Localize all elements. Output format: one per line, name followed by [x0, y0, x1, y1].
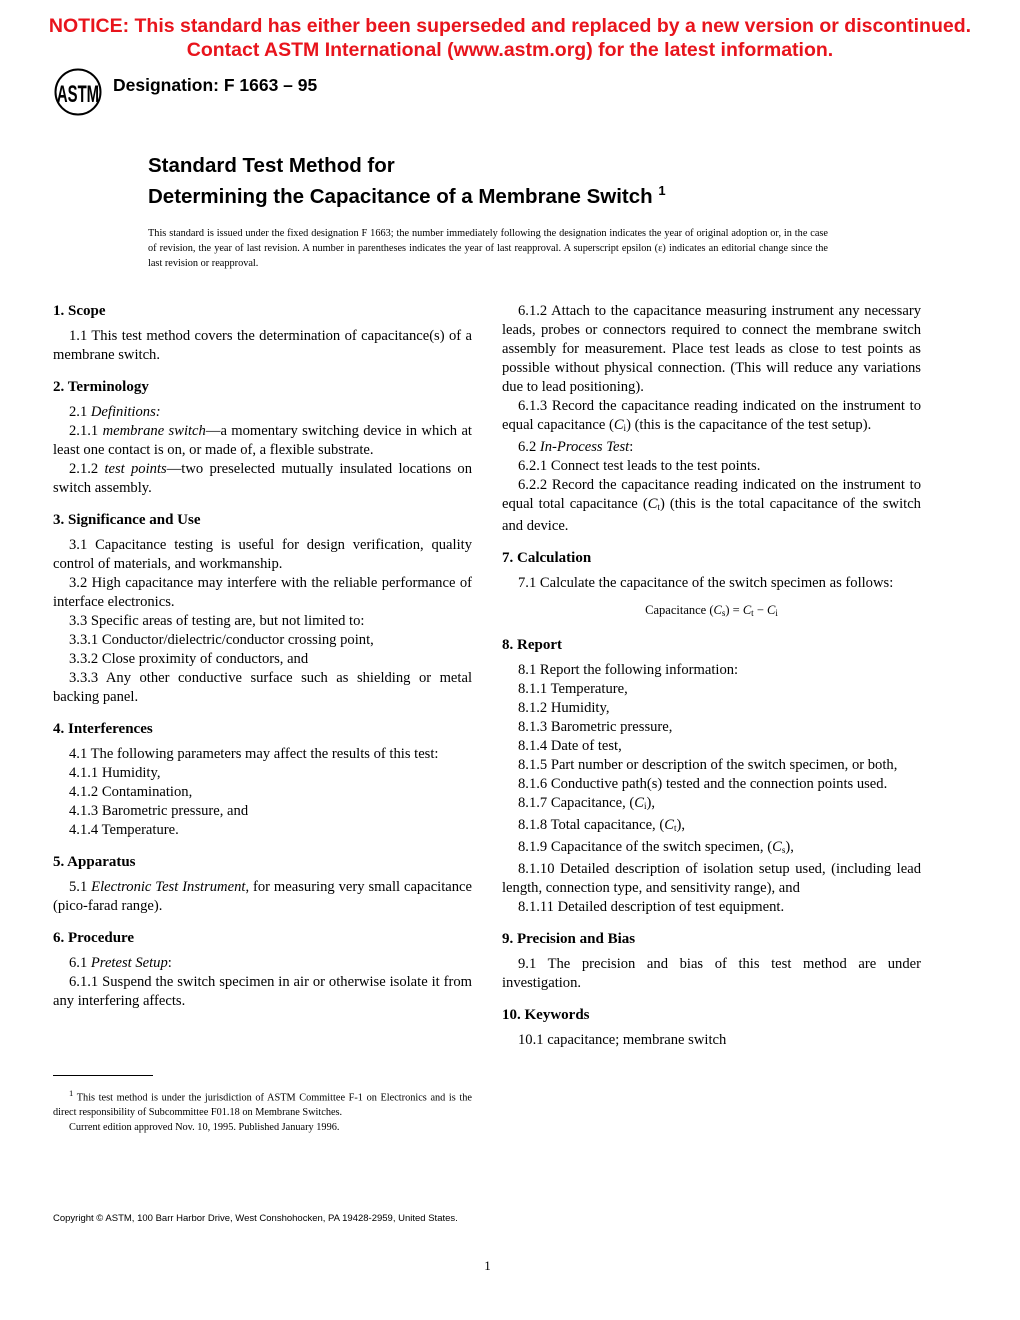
section-heading: 3. Significance and Use — [53, 512, 201, 528]
paragraph — [502, 898, 921, 917]
italic-text: C — [634, 795, 645, 811]
paragraph — [53, 327, 472, 365]
text-run: 4.1.3 Barometric pressure, and — [69, 803, 249, 819]
left-column — [53, 302, 472, 1011]
italic-text: In-Process Test — [539, 439, 630, 455]
section-heading: 6. Procedure — [53, 930, 135, 946]
text-run: 3.3.3 Any other conductive surface such as shielding or metal backing panel. — [53, 670, 472, 705]
text-run: 8.1.8 Total capacitance, ( — [518, 817, 665, 833]
equation — [502, 601, 921, 623]
paragraph — [53, 973, 472, 1011]
italic-text: C — [767, 603, 776, 617]
text-run: 3.2 High capacitance may interfere with the reliable performance of interface electronics. — [53, 575, 472, 610]
text-run: 8.1.5 Part number or description of the switch specimen, or both, — [518, 757, 898, 773]
subscript: i — [775, 608, 778, 618]
paragraph — [53, 631, 472, 650]
text-run: 7.1 Calculate the capacitance of the switch specimen as follows: — [518, 575, 894, 591]
paragraph — [502, 860, 921, 898]
right-column — [502, 302, 921, 1050]
designation: Designation: F 1663 – 95 — [113, 75, 318, 95]
text-run: 8.1.6 Conductive path(s) tested and the connection points used. — [518, 776, 888, 792]
text-run: : — [629, 439, 634, 455]
paragraph — [502, 397, 921, 438]
paragraph — [53, 612, 472, 631]
text-run: 3.3 Specific areas of testing are, but not limited to: — [69, 613, 365, 629]
text-run: 6.1.2 Attach to the capacitance measuring instrument any necessary leads, probes or connectors required to connect the membrane switch assembly for measurement. Place test leads as close to test points as possible without physical connection. (This will reduce any variations due to lead positioning). — [502, 303, 921, 395]
paragraph — [502, 816, 921, 838]
paragraph — [502, 438, 921, 457]
text-run: 6.1.3 Record the capacitance reading indicated on the instrument to equal capacitance ( — [502, 398, 921, 433]
text-run: 2.1 — [69, 404, 91, 420]
paragraph — [502, 302, 921, 397]
text-run: 8.1.9 Capacitance of the switch specimen, ( — [518, 839, 773, 855]
title-line-2: Determining the Capacitance of a Membrane Switch — [148, 185, 653, 208]
section-heading: 7. Calculation — [502, 550, 592, 566]
paragraph — [53, 574, 472, 612]
title-footnote-mark: 1 — [658, 183, 666, 198]
text-run: 8.1 Report the following information: — [518, 662, 739, 678]
text-run: 6.1.1 Suspend the switch specimen in air or otherwise isolate it from any interfering affects. — [53, 974, 472, 1009]
text-run: : — [167, 955, 172, 971]
text-run: 8.1.1 Temperature, — [518, 681, 628, 697]
copyright: Copyright © ASTM, 100 Barr Harbor Drive, West Conshohocken, PA 19428-2959, United States. — [53, 1213, 458, 1224]
paragraph — [53, 802, 472, 821]
text-run: 4.1.2 Contamination, — [69, 784, 193, 800]
text-run: 2.1.2 — [69, 461, 105, 477]
section-heading: 1. Scope — [53, 303, 106, 319]
text-run: , for measuring very small capacitance (pico-farad range). — [53, 879, 473, 914]
paragraph — [502, 661, 921, 680]
text-run: Capacitance ( — [645, 603, 714, 617]
text-run: 8.1.3 Barometric pressure, — [518, 719, 673, 735]
subscript: s — [721, 608, 726, 618]
paragraph — [502, 1031, 921, 1050]
italic-text: C — [772, 839, 782, 855]
issuance-note: This standard is issued under the fixed designation F 1663; the number immediately following the designation indicates the year of original adoption or, in the case of revision, the year of last revision. A number in parentheses indicates the year of last reapproval. A superscript epsilon (ε) indicates an editorial change since the last revision or reapproval. — [148, 228, 828, 269]
paragraph — [53, 745, 472, 764]
footnote-mark: 1 — [69, 1088, 74, 1098]
supersede-notice — [0, 14, 1020, 62]
paragraph — [502, 794, 921, 816]
section-heading: 8. Report — [502, 637, 562, 653]
italic-text: C — [664, 817, 674, 833]
text-run: —two preselected mutually insulated locations on switch assembly. — [53, 461, 473, 496]
text-run: − — [753, 603, 767, 617]
text-run: ), — [676, 817, 685, 833]
text-run: 4.1.1 Humidity, — [69, 765, 161, 781]
text-run: 6.2.1 Connect test leads to the test points. — [518, 458, 761, 474]
paragraph — [502, 756, 921, 775]
italic-text: test points — [104, 461, 167, 477]
text-run: 9.1 The precision and bias of this test method are under investigation. — [502, 956, 921, 991]
paragraph — [53, 878, 472, 916]
paragraph — [502, 476, 921, 536]
document-title — [148, 153, 666, 209]
section-heading: 4. Interferences — [53, 721, 153, 737]
text-run: ), — [646, 795, 656, 811]
paragraph — [502, 699, 921, 718]
subscript: i — [623, 423, 627, 433]
text-run: 6.2 — [518, 439, 540, 455]
page-number: 1 — [484, 1258, 491, 1273]
paragraph — [53, 821, 472, 840]
paragraph — [502, 838, 921, 860]
text-run: ) (this is the capacitance of the test setup). — [626, 417, 872, 433]
text-run: 3.3.1 Conductor/dielectric/conductor crossing point, — [69, 632, 374, 648]
paragraph — [502, 680, 921, 699]
notice-line-1: NOTICE: This standard has either been superseded and replaced by a new version or discontinued. — [48, 15, 972, 37]
section-heading: 5. Apparatus — [53, 854, 136, 870]
paragraph — [53, 460, 472, 498]
paragraph — [53, 650, 472, 669]
text-run: ), — [785, 839, 794, 855]
title-line-1: Standard Test Method for — [148, 154, 395, 177]
section-heading: 2. Terminology — [53, 379, 149, 395]
subscript: s — [781, 845, 786, 855]
text-run: ) (this is the total capacitance of the switch and device. — [502, 496, 921, 534]
subscript: i — [644, 801, 647, 811]
text-run: 2.1.1 — [69, 423, 103, 439]
footnote-edition: Current edition approved Nov. 10, 1995. Published January 1996. — [69, 1122, 340, 1134]
text-run: 8.1.4 Date of test, — [518, 738, 622, 754]
text-run: 8.1.7 Capacitance, ( — [518, 795, 635, 811]
text-run: —a momentary switching device in which at least one contact is on, or made of, a flexible substrate. — [53, 423, 472, 458]
italic-text: Definitions: — [90, 404, 161, 420]
text-run: 4.1 The following parameters may affect the results of this test: — [69, 746, 439, 762]
paragraph — [53, 954, 472, 973]
italic-text: membrane switch — [102, 423, 206, 439]
footnote-text: This test method is under the jurisdiction of ASTM Committee F-1 on Electronics and is the direct responsibility of Subcommittee F01.18 on Membrane Switches. — [53, 1092, 473, 1119]
footnote-divider — [53, 1075, 153, 1076]
section-heading: 10. Keywords — [502, 1007, 590, 1023]
italic-text: C — [742, 603, 752, 617]
paragraph — [53, 764, 472, 783]
text-run: 10.1 capacitance; membrane switch — [518, 1032, 727, 1048]
paragraph — [502, 955, 921, 993]
paragraph — [502, 737, 921, 756]
paragraph — [502, 718, 921, 737]
paragraph — [53, 669, 472, 707]
text-run: ) = — [725, 603, 743, 617]
footnote — [53, 1086, 472, 1135]
subscript: t — [657, 502, 660, 512]
paragraph — [53, 783, 472, 802]
italic-text: C — [713, 603, 722, 617]
paragraph — [53, 422, 472, 460]
text-run: 3.3.2 Close proximity of conductors, and — [69, 651, 309, 667]
italic-text: Electronic Test Instrument — [91, 879, 246, 895]
text-run: 5.1 — [69, 879, 92, 895]
text-run: 3.1 Capacitance testing is useful for design verification, quality control of materials, and workmanship. — [53, 537, 472, 572]
text-run: 8.1.2 Humidity, — [518, 700, 610, 716]
text-run: 6.2.2 Record the capacitance reading indicated on the instrument to equal total capacitance ( — [502, 477, 921, 512]
paragraph — [502, 775, 921, 794]
italic-text: Pretest Setup — [90, 955, 168, 971]
text-run: 6.1 — [69, 955, 91, 971]
text-run: 4.1.4 Temperature. — [69, 822, 179, 838]
notice-line-2: Contact ASTM International (www.astm.org) for the latest information. — [186, 39, 834, 61]
astm-logo-icon — [54, 68, 102, 116]
italic-text: C — [613, 417, 624, 433]
italic-text: C — [647, 496, 658, 512]
svg-text:ASTM: ASTM — [56, 81, 100, 109]
section-heading: 9. Precision and Bias — [502, 931, 636, 947]
text-run: 8.1.10 Detailed description of isolation setup used, (including lead length, connection type, and sensitivity range), and — [502, 861, 921, 896]
paragraph — [502, 457, 921, 476]
paragraph — [53, 403, 472, 422]
subscript: t — [751, 608, 754, 618]
text-run: 1.1 This test method covers the determination of capacitance(s) of a membrane switch. — [53, 328, 472, 363]
paragraph — [502, 574, 921, 593]
paragraph — [53, 536, 472, 574]
text-run: 8.1.11 Detailed description of test equipment. — [518, 899, 785, 915]
subscript: t — [673, 823, 677, 833]
